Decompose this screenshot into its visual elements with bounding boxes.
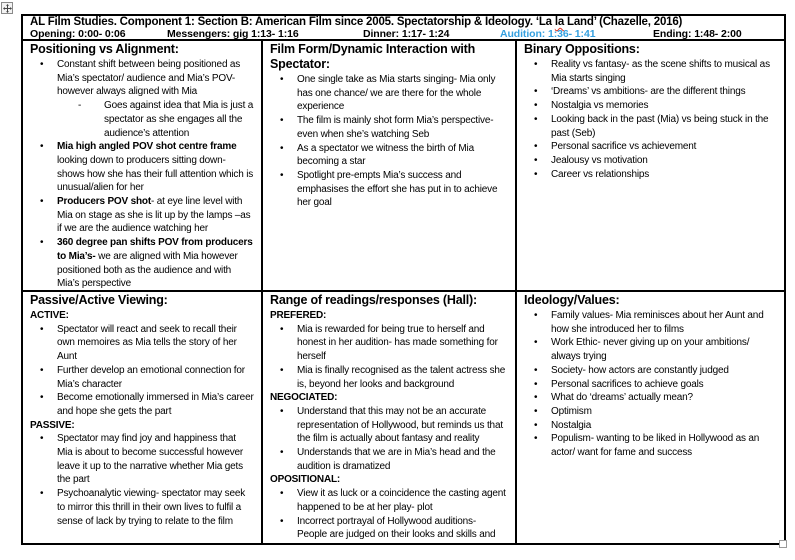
list-item	[524, 391, 779, 405]
list-item-text: Looking back in the past (Mia) vs being stuck in the past (Seb)	[551, 113, 769, 139]
list-item-text: Spectator will react and seek to recall their own memoires as Mia tells the story of her Aunt	[57, 323, 237, 363]
bullet-marker: •	[534, 59, 538, 70]
list-item	[270, 364, 510, 391]
list-item	[524, 113, 779, 140]
list-item	[524, 419, 779, 433]
bullet-marker: •	[534, 433, 538, 445]
list-item-text: Mia is rewarded for being true to herself and honest in her audition- has made something for herself	[297, 323, 498, 363]
list-item-text: Goes against idea that Mia is just a spectator as she engages all the audience’s attention	[104, 100, 254, 139]
bullet-marker: •	[280, 447, 284, 459]
section-label	[270, 391, 510, 405]
list-item	[524, 364, 779, 378]
cell-heading: Ideology/Values:	[524, 293, 620, 307]
move-arrows-icon	[3, 4, 12, 13]
list-item-text: Spectator may find joy and happiness that Mia is about to become successful however leave it up to the narrative whether Mia gets the part	[57, 433, 244, 486]
list-item-text: View it as luck or a coincidence the casting agent happened to be at her play- plot	[297, 488, 506, 513]
list-item-text: Mia high angled POV shot centre frame looking down to producers sitting down- shows how she has their full attention which is unusual/alien for her	[57, 141, 254, 194]
list-item	[30, 323, 256, 364]
bullet-marker: •	[40, 392, 44, 404]
bullet-marker: •	[280, 488, 284, 500]
bullet-marker: •	[534, 419, 538, 431]
list-item	[30, 364, 256, 391]
bullet-marker: •	[280, 142, 284, 154]
cell-passive-active-viewing[interactable]	[23, 292, 263, 543]
section-label	[30, 419, 256, 433]
title-text-after: Land’ (Chazelle, 2016)	[564, 16, 683, 28]
list-item-text: Work Ethic- never giving up on your ambitions/ always trying	[551, 337, 750, 363]
list-item	[30, 236, 256, 291]
list-item-text: Psychoanalytic viewing- spectator may seek to mirror this thrill in their own lives to fulfil a sense of lack by trying to relate to the film	[57, 488, 246, 527]
cell-list	[524, 309, 779, 460]
list-item	[524, 85, 779, 99]
bullet-marker: •	[534, 86, 538, 98]
bullet-marker: •	[280, 323, 284, 335]
list-item-text: PASSIVE:	[30, 419, 75, 431]
cell-heading: Film Form/Dynamic Interaction with Spectator:	[270, 42, 476, 71]
table-move-handle[interactable]	[1, 2, 13, 14]
list-item	[524, 154, 779, 168]
cell-film-form-dynamic-interaction[interactable]	[263, 41, 517, 292]
bullet-marker: •	[40, 488, 44, 500]
list-item-text: ‘Dreams’ vs ambitions- are the different things	[551, 86, 746, 98]
list-item	[270, 446, 510, 473]
bullet-marker: •	[40, 364, 44, 376]
cell-heading: Positioning vs Alignment:	[30, 42, 179, 56]
cell-list	[270, 309, 510, 542]
list-item	[30, 99, 256, 140]
list-item-text: What do ‘dreams’ actually mean?	[551, 392, 693, 404]
list-item-text: Producers POV shot- at eye line level with Mia on stage as she is lit up by the lamps –as if we are the audience watching her	[57, 196, 251, 235]
cell-heading: Binary Oppositions:	[524, 42, 640, 56]
table-header-cell[interactable]	[23, 16, 784, 41]
bullet-marker: •	[40, 433, 44, 445]
list-item-text: Mia is finally recognised as the talent actress she is, beyond her looks and background	[297, 364, 506, 390]
cell-heading: Range of readings/responses (Hall):	[270, 293, 477, 307]
list-item	[524, 309, 779, 336]
timing-opening: Opening: 0:00- 0:06	[30, 28, 126, 40]
cell-binary-oppositions[interactable]	[517, 41, 784, 292]
cell-list	[30, 58, 256, 291]
table-resize-handle[interactable]	[779, 540, 787, 548]
cell-heading: Passive/Active Viewing:	[30, 293, 168, 307]
bullet-marker: •	[40, 323, 44, 335]
bullet-marker: •	[534, 392, 538, 404]
list-item-text: ACTIVE:	[30, 310, 69, 321]
bullet-marker: •	[280, 515, 284, 527]
list-item	[270, 169, 510, 210]
bullet-marker: •	[534, 154, 538, 166]
list-item-text: Reality vs fantasy- as the scene shifts to musical as Mia starts singing	[551, 59, 770, 84]
bullet-marker: •	[534, 405, 538, 417]
timing-dinner: Dinner: 1:17- 1:24	[363, 28, 450, 40]
bullet-marker: •	[280, 405, 284, 417]
list-item-text: Personal sacrifice vs achievement	[551, 141, 697, 153]
list-item-text: As a spectator we witness the birth of Mia becoming a star	[297, 142, 474, 168]
list-item	[30, 487, 256, 528]
cell-positioning-vs-alignment[interactable]	[23, 41, 263, 292]
timing-messengers-gig: Messengers: gig 1:13- 1:16	[167, 28, 299, 40]
bullet-marker: •	[280, 74, 284, 85]
bullet-marker: •	[534, 141, 538, 153]
list-item	[270, 515, 510, 542]
cell-list	[524, 58, 779, 181]
list-item-text: Society- how actors are constantly judged	[551, 364, 729, 376]
cell-list	[30, 309, 256, 528]
list-item-text: Career vs relationships	[551, 168, 650, 180]
list-item	[30, 58, 256, 99]
film-studies-table	[21, 14, 786, 545]
bullet-marker: •	[534, 337, 538, 349]
list-item	[524, 378, 779, 392]
cell-ideology-values[interactable]	[517, 292, 784, 543]
list-item	[270, 405, 510, 446]
list-item-text: Nostalgia vs memories	[551, 100, 649, 112]
list-item-text: Optimism	[551, 405, 592, 417]
list-item-text: Jealousy vs motivation	[551, 154, 648, 166]
list-item-text: Incorrect portrayal of Hollywood auditions- People are judged on their looks and skills and	[297, 515, 496, 541]
bullet-marker: •	[280, 115, 284, 127]
list-item	[30, 195, 256, 236]
list-item	[270, 142, 510, 169]
list-item-text: Nostalgia	[551, 419, 592, 431]
list-item	[30, 432, 256, 487]
bullet-marker: •	[534, 310, 538, 321]
list-item-text: Family values- Mia reminisces about her Aunt and how she introduced her to films	[551, 310, 764, 335]
list-item-text: Further develop an emotional connection for Mia’s character	[57, 364, 245, 390]
bullet-marker: •	[280, 169, 284, 181]
cell-list	[270, 73, 510, 210]
list-item	[270, 487, 510, 514]
title-text-before: AL Film Studies. Component 1: Section B: American Film since 2005. Spectatorship & Ideology. ‘La	[30, 16, 555, 28]
list-item	[270, 73, 510, 114]
list-item	[524, 140, 779, 154]
bullet-marker: •	[40, 141, 44, 153]
list-item-text: Personal sacrifices to achieve goals	[551, 378, 704, 390]
notes-grid	[23, 41, 784, 543]
section-label	[270, 309, 510, 323]
list-item	[524, 405, 779, 419]
list-item	[30, 140, 256, 195]
bullet-marker: •	[40, 196, 44, 208]
list-item	[270, 114, 510, 141]
list-item-text: Spotlight pre-empts Mia’s success and emphasises the effort she has put in to achieve her goal	[297, 169, 498, 209]
list-item-text: PREFERED:	[270, 310, 327, 321]
list-item-text: Populism- wanting to be liked in Hollywood as an actor/ want for fame and success	[551, 433, 760, 459]
list-item	[524, 336, 779, 363]
bullet-marker: •	[534, 364, 538, 376]
list-item	[524, 432, 779, 459]
dash-marker: -	[78, 100, 82, 112]
list-item-text: NEGOCIATED:	[270, 392, 338, 404]
list-item-text: Understands that we are in Mia’s head and the audition is dramatized	[297, 447, 496, 472]
list-item-text: OPOSITIONAL:	[270, 474, 341, 486]
list-item	[524, 58, 779, 85]
cell-range-of-readings[interactable]	[263, 292, 517, 543]
list-item-text: 360 degree pan shifts POV from producers to Mia’s- we are aligned with Mia however positioned both as the audience and with Mia’s perspective	[57, 237, 253, 290]
list-item-text: Constant shift between being positioned as Mia’s spectator/ audience and Mia’s POV- however always aligned with Mia	[57, 59, 241, 98]
timing-audition-highlighted: Audition: 1:36- 1:41	[500, 28, 596, 40]
list-item	[270, 323, 510, 364]
bullet-marker: •	[534, 113, 538, 125]
list-item-text: Understand that this may not be an accurate representation of Hollywood, but reminds us that the film is actually about fantasy and reality	[297, 405, 503, 445]
list-item-text: Become emotionally immersed in Mia’s career and hope she gets the part	[57, 392, 254, 417]
section-label	[270, 473, 510, 487]
list-item	[30, 391, 256, 418]
scene-timings-row	[30, 29, 779, 41]
bullet-marker: •	[280, 364, 284, 376]
misspelled-word: la	[554, 16, 565, 28]
list-item	[524, 99, 779, 113]
section-label	[30, 309, 256, 323]
list-item	[524, 168, 779, 182]
bullet-marker: •	[40, 237, 44, 249]
list-item-text: One single take as Mia starts singing- Mia only has one chance/ we are there for the whole experience	[297, 74, 496, 113]
list-item-text: The film is mainly shot form Mia’s perspective- even when she’s watching Seb	[297, 115, 494, 140]
bullet-marker: •	[534, 378, 538, 390]
bullet-marker: •	[40, 59, 44, 70]
timing-ending: Ending: 1:48- 2:00	[653, 28, 742, 40]
bullet-marker: •	[534, 168, 538, 180]
bullet-marker: •	[534, 100, 538, 112]
